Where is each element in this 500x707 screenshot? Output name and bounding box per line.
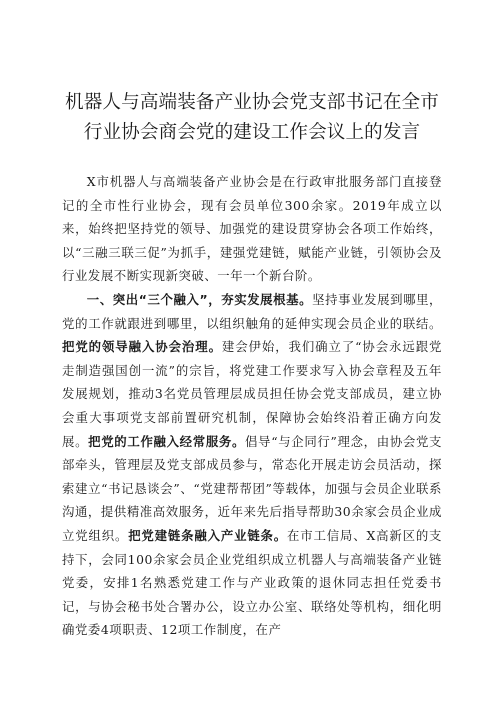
section-1-text-3: 倡导“与企同行”理念，由协会党支部牵头，管理层及党支部成员参与，常态化开展走访会员活动，探索建立“书记恳谈会”、“党建帮帮团”等载体，加强与会员企业联系沟通，提供精准高效服务，近年来先后指导帮助30余家会员企业成立党组织。 (62, 433, 442, 543)
intro-paragraph: X市机器人与高端装备产业协会是在行政审批服务部门直接登记的全市性行业协会，现有会员单位300余家。2019年成立以来，始终把坚持党的领导、加强党的建设贯穿协会各项工作始终，以“三融三联三促”为抓手，建强党建链，赋能产业链，引领协会及行业发展不断实现新突破、一年一个新台阶。 (62, 174, 442, 284)
title-line-2: 行业协会商会党的建设工作会议上的发言 (83, 122, 421, 143)
section-1-text-4: 在市工信局、X高新区的支持下，会同100余家会员企业党组织成立机器人与高端装备产业链党委，安排1名熟悉党建工作与产业政策的退休同志担任党委书记，与协会秘书处合署办公，设立办公室、联络处等机构，细化明确党委4项职责、12项工作制度，在产 (62, 527, 443, 638)
document-body (62, 170, 442, 642)
section-1-paragraph (62, 288, 442, 642)
section-1-text-2: 建会伊始，我们确立了“协会永远跟党走制造强国创一流”的宗旨，将党建工作要求写入协会章程及五年发展规划，推动3名党员管理层成员担任协会党支部成员，建立协会重大事项党支部前置研究机制，保障协会始终沿着正确方向发展。 (62, 339, 442, 449)
point-2-heading: 把党的工作融入经常服务。 (88, 433, 246, 449)
section-1-text-1: 坚持事业发展到哪里，党的工作就跟进到哪里，以组织触角的延伸实现会员企业的联结。 (62, 291, 442, 331)
section-1-heading: 一、突出“三个融入”，夯实发展根基。 (86, 291, 313, 307)
document-title (62, 88, 442, 148)
point-1-heading: 把党的领导融入协会治理。 (62, 339, 222, 355)
point-3-heading: 把党建链条融入产业链条。 (128, 527, 288, 543)
title-line-1: 机器人与高端装备产业协会党支部书记在全市 (65, 92, 439, 113)
